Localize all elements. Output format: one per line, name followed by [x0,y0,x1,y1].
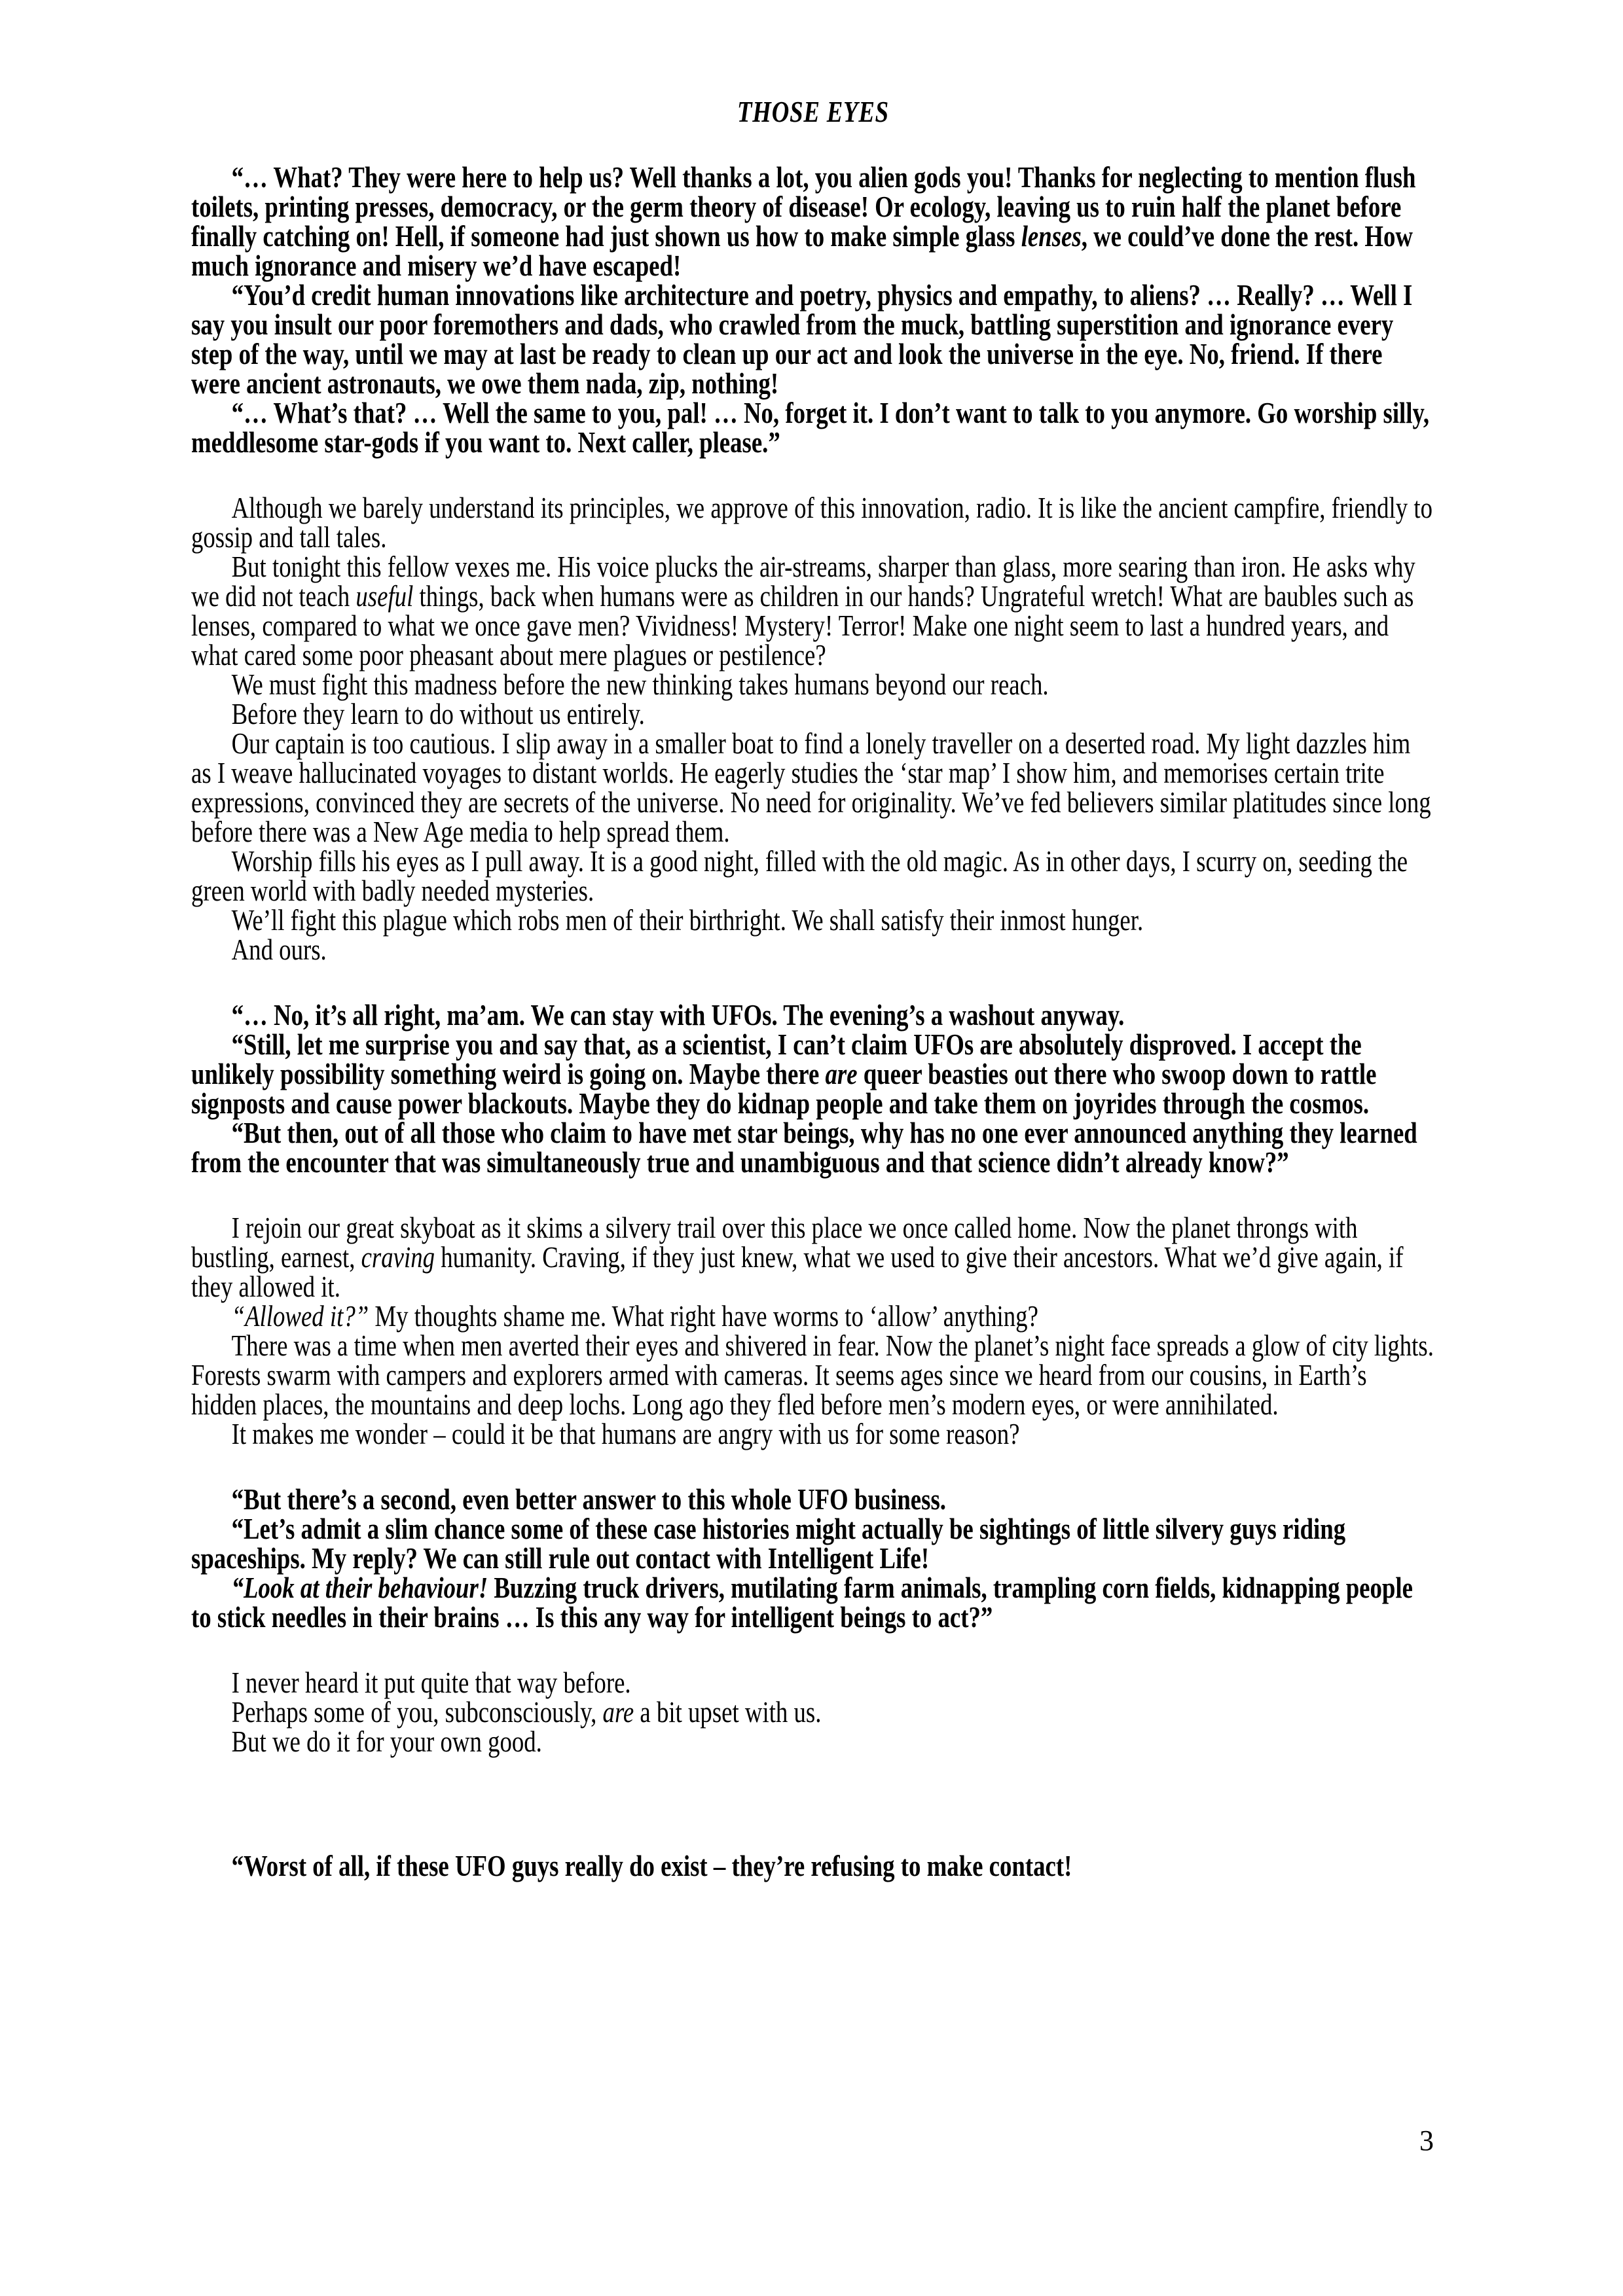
italic-run: lenses [1021,219,1082,253]
text-run: There was a time when men averted their eyes and shivered in fear. Now the planet’s night face spreads a glow of city lights. Forests swarm with campers and explorers armed with cameras. It seems ages since we heard from our cousins, in Earth’s hidden places, the mountains and deep lochs. Long ago they fled before men’s modern eyes, or were annihilated. [191,1329,1434,1421]
text-run: “… No, it’s all right, ma’am. We can stay with UFOs. The evening’s a washout anyway. [231,998,1125,1031]
paragraph [191,935,1435,964]
paragraph [191,552,1435,670]
text-run: queer beasties out there who swoop down to rattle signposts and cause power blackouts. Maybe they do kidnap people and take them on joyrides through the cosmos. [191,1057,1377,1120]
text-block [191,1213,1435,1448]
text-block [191,1668,1435,1756]
text-run: But we do it for your own good. [231,1725,542,1758]
paragraph [191,1000,1435,1030]
paragraph [191,670,1435,699]
text-run: things, back when humans were as children in our hands? Ungrateful wretch! What are baubles such as lenses, compared to what we once gave men? Vividness! Mystery! Terror! Make one night seem to last a hundred years, and what cared some poor pheasant about mere plagues or pestilence? [191,579,1414,672]
paragraph [191,905,1435,935]
paragraph [191,1697,1435,1727]
paragraph [191,1118,1435,1177]
paragraph [191,1331,1435,1419]
paragraph [191,1301,1435,1331]
paragraph [191,846,1435,905]
text-block [191,493,1435,964]
text-run: We’ll fight this plague which robs men of their birthright. We shall satisfy their inmost hunger. [231,903,1144,937]
paragraph [191,1668,1435,1697]
text-run: Our captain is too cautious. I slip away in a smaller boat to find a lonely traveller on a deserted road. My light dazzles him as I weave hallucinated voyages to distant worlds. He eagerly studies the ‘star map’ I show him, and memorises certain trite expressions, convinced they are secrets of the universe. No need for originality. We’ve fed believers similar platitudes since long before there was a New Age media to help spread them. [191,726,1431,848]
text-run: “But then, out of all those who claim to have met star beings, why has no one ever announced anything they learned from the encounter that was simultaneously true and unambiguous and that science didn’t already know?” [191,1116,1417,1179]
text-run: “But there’s a second, even better answer to this whole UFO business. [231,1482,946,1516]
text-run: Perhaps some of you, subconsciously, [231,1695,603,1729]
text-run: I never heard it put quite that way before. [231,1666,631,1699]
paragraph [191,280,1435,398]
text-run: I rejoin our great skyboat as it skims a silvery trail over this place we once called home. Now the planet throngs with bustling, earnest, [191,1211,1358,1274]
text-run: “You’d credit human innovations like architecture and poetry, physics and empathy, to aliens? … Really? … Well I say you insult our poor foremothers and dads, who crawled from the muck, battling superstition and ignorance every step of the way, until we may at last be ready to clean up our act and look the universe in the eye. No, friend. If there were ancient astronauts, we owe them nada, zip, nothing! [191,278,1413,400]
text-run: “Let’s admit a slim chance some of these case histories might actually be sightings of little silvery guys riding spaceships. My reply? We can still rule out contact with Intelligent Life! [191,1512,1346,1575]
text-run: humanity. Craving, if they just knew, what we used to give their ancestors. What we’d give again, if they allowed it. [191,1240,1404,1303]
paragraph [191,1727,1435,1756]
paragraph [191,1573,1435,1632]
text-run: “Worst of all, if these UFO guys really do exist – they’re refusing to make contact! [231,1849,1072,1882]
text-run: “Still, let me surprise you and say that, as a scientist, I can’t claim UFOs are absolutely disproved. I accept the unlikely possibility something weird is going on. Maybe there [191,1028,1362,1090]
text-run: Buzzing truck drivers, mutilating farm animals, trampling corn fields, kidnapping people to stick needles in their brains … Is this any way for intelligent beings to act?” [191,1571,1413,1634]
paragraph [191,699,1435,728]
text-run: “… What’s that? … Well the same to you, pal! … No, forget it. I don’t want to talk to you anymore. Go worship silly, meddlesome star-gods if you want to. Next caller, please.” [191,396,1430,459]
italic-run: are [825,1057,858,1090]
paragraph [191,1514,1435,1573]
text-block [191,1000,1435,1177]
paragraph [191,398,1435,457]
paragraph [191,1484,1435,1514]
text-run: Before they learn to do without us entirely. [231,697,645,730]
text-run: “… What? They were here to help us? Well thanks a lot, you alien gods you! Thanks for neglecting to mention flush toilets, printing presses, democracy, or the germ theory of disease! Or ecology, leaving us to ruin half the planet before finally catching on! Hell, if someone had just shown us how to make simple glass [191,160,1416,253]
text-run: Worship fills his eyes as I pull away. It is a good night, filled with the old magic. As in other days, I scurry on, seeding the green world with badly needed mysteries. [191,844,1408,907]
italic-run: “Look at their behaviour! [231,1571,488,1604]
text-run: a bit upset with us. [634,1695,822,1729]
italic-run: craving [361,1240,435,1274]
paragraph [191,1851,1435,1880]
paragraph [191,1213,1435,1301]
italic-run: “Allowed it?” [231,1299,369,1333]
text-run: We must fight this madness before the new thinking takes humans beyond our reach. [231,668,1049,701]
paragraph [191,162,1435,280]
text-block [191,1851,1435,1880]
text-block [191,1484,1435,1632]
italic-run: useful [356,579,414,613]
text-run: It makes me wonder – could it be that humans are angry with us for some reason? [231,1417,1020,1450]
story-body [191,162,1435,1880]
text-run: My thoughts shame me. What right have worms to ‘allow’ anything? [369,1299,1038,1333]
text-run: , we could’ve done the rest. How much ignorance and misery we’d have escaped! [191,219,1413,282]
text-run: And ours. [231,933,327,966]
story-title: THOSE EYES [737,95,889,128]
paragraph [191,728,1435,846]
page-content [191,97,1435,1880]
text-run: But tonight this fellow vexes me. His voice plucks the air-streams, sharper than glass, more searing than iron. He asks why we did not teach [191,550,1415,613]
text-run: Although we barely understand its principles, we approve of this innovation, radio. It is like the ancient campfire, friendly to gossip and tall tales. [191,491,1433,554]
page-number: 3 [1419,2125,1434,2157]
paragraph [191,1030,1435,1118]
italic-run: are [602,1695,634,1729]
text-block [191,162,1435,457]
text-column [191,97,1435,1880]
paragraph [191,493,1435,552]
paragraph [191,1419,1435,1448]
